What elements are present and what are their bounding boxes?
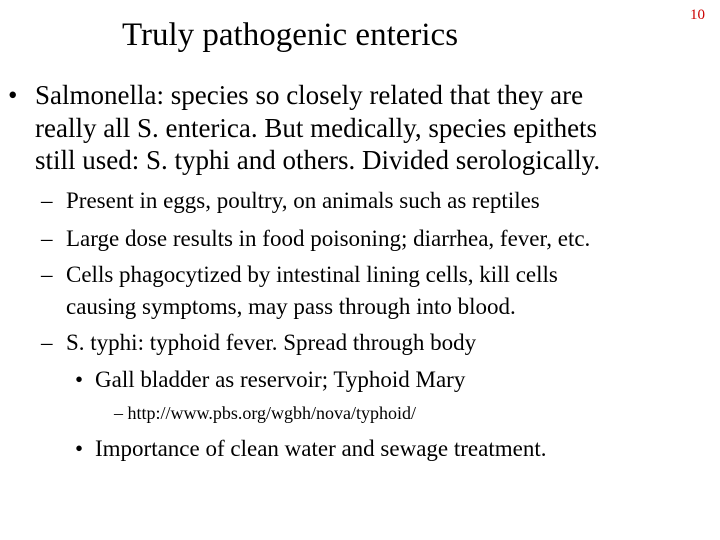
page-number: 10 (690, 7, 705, 23)
bullet-text-line: still used: S. typhi and others. Divided serologically. (35, 145, 601, 175)
dash-icon: – (41, 262, 53, 287)
dash-icon: – (41, 330, 53, 355)
dash-icon: – (41, 188, 53, 213)
sub-item-text: Present in eggs, poultry, on animals such as reptiles (66, 188, 540, 213)
sub-item-text-line: causing symptoms, may pass through into blood. (66, 293, 516, 319)
sub-item-text: S. typhi: typhoid fever. Spread through body (66, 330, 477, 355)
bullet-icon: • (75, 436, 84, 461)
bullet-icon: • (8, 80, 18, 110)
third-item-text: Importance of clean water and sewage treatment. (95, 436, 547, 461)
bullet-text-line: Salmonella: species so closely related that they are (35, 80, 584, 110)
sub-item-text (66, 259, 716, 322)
bullet-text-line: really all S. enterica. But medically, species epithets (35, 112, 598, 143)
bullet-text (35, 79, 720, 177)
link-url[interactable]: http://www.pbs.org/wgbh/nova/typhoid/ (127, 403, 417, 423)
dash-icon: – (41, 226, 53, 251)
third-item-text: Gall bladder as reservoir; Typhoid Mary (95, 367, 466, 392)
slide-title: Truly pathogenic enterics (122, 17, 459, 53)
fourth-item-link[interactable] (114, 401, 614, 425)
sub-item-text: Large dose results in food poisoning; diarrhea, fever, etc. (66, 226, 591, 251)
sub-item-text-line: Cells phagocytized by intestinal lining cells, kill cells (66, 262, 558, 287)
dash-icon: – (114, 403, 123, 423)
bullet-icon: • (75, 367, 84, 392)
